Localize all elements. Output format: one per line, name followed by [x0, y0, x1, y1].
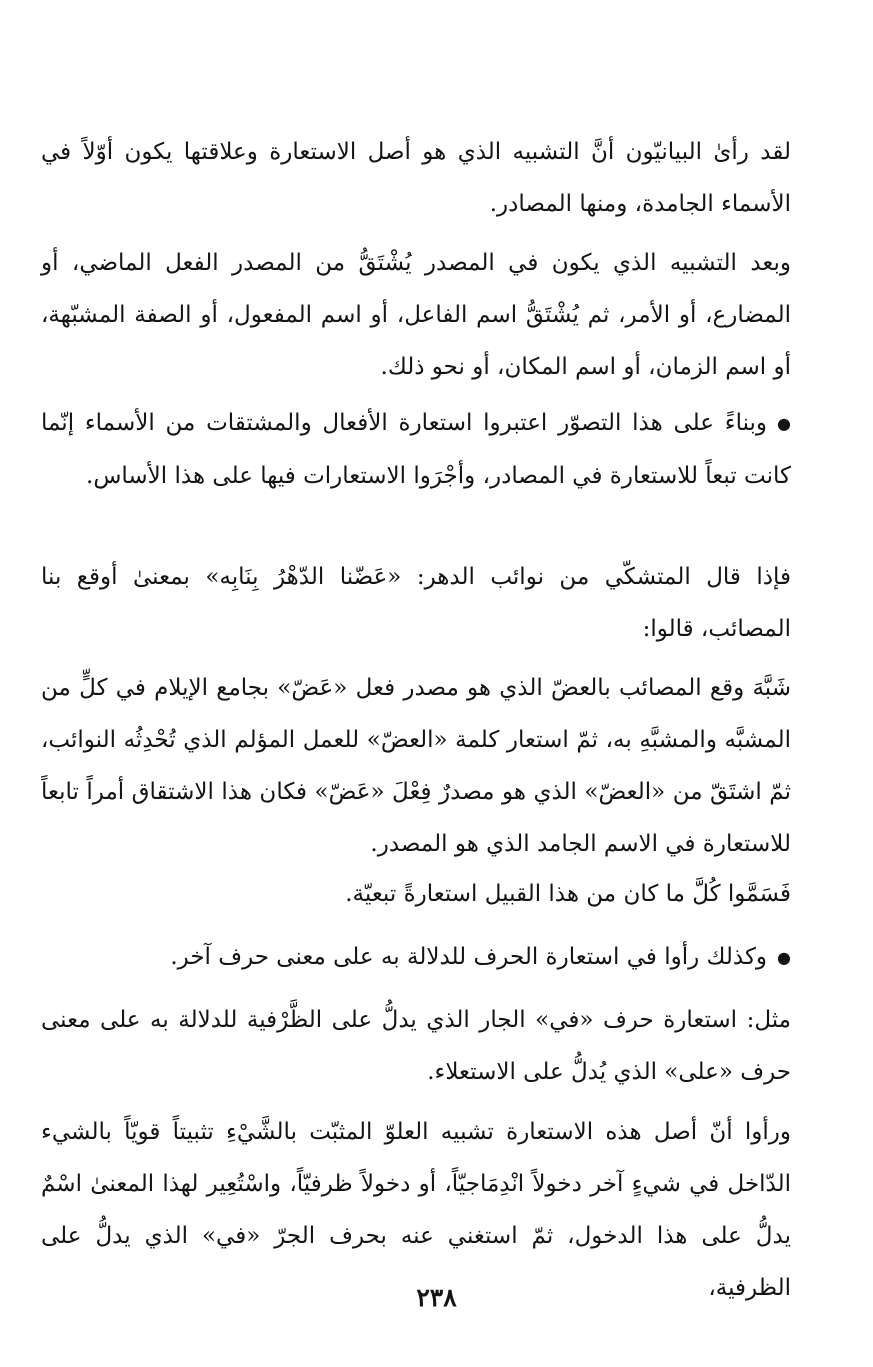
paragraph-4-text: فإذا قال المتشكّي من نوائب الدهر: «عَضّنا الدّهْرُ بِنَابِه» بمعنىٰ أوقع بنا المصائب، قالوا:: [41, 564, 791, 642]
paragraph-5: [41, 662, 791, 870]
paragraph-6-text: فَسَمَّوا كُلَّ ما كان من هذا القبيل استعارةً تبعيّة.: [345, 881, 791, 907]
bullet-icon: ●: [777, 414, 791, 433]
paragraph-8-text: مثل: استعارة حرف «في» الجار الذي يدلُّ على الظَّرْفية للدلالة به على معنى حرف «على» الذي يُدلُّ على الاستعلاء.: [41, 1007, 791, 1085]
paragraph-3: [41, 397, 791, 502]
paragraph-3-text: وبناءً على هذا التصوّر اعتبروا استعارة الأفعال والمشتقات من الأسماء إنّما كانت تبعاً للاستعارة في المصادر، وأجْرَوا الاستعارات فيها على هذا الأساس.: [41, 410, 791, 489]
paragraph-8: [41, 994, 791, 1098]
bullet-icon: ●: [777, 948, 791, 967]
paragraph-7-text: وكذلك رأوا في استعارة الحرف للدلالة به على معنى حرف آخر.: [170, 944, 768, 970]
page-number: ٢٣٨: [416, 1283, 457, 1312]
paragraph-9-text: ورأوا أنّ أصل هذه الاستعارة تشبيه العلوّ المثبّت بالشَّيْءِ تثبيتاً قويّاً بالشيء الدّاخل في شيءٍ آخر دخولاً انْدِمَاجيّاً، أو دخولاً ظرفيّاً، واسْتُعِير لهذا المعنىٰ اسْمٌ يدلُّ على هذا الدخول، ثمّ استغني عنه بحرف الجرّ «في» الذي يدلُّ على الظرفية،: [41, 1119, 791, 1301]
paragraph-6: [41, 868, 791, 920]
paragraph-1-text: لقد رأىٰ البيانيّون أنَّ التشبيه الذي هو أصل الاستعارة وعلاقتها يكون أوّلاً في الأسماء الجامدة، ومنها المصادر.: [41, 139, 791, 217]
paragraph-5-text: شَبَّهَ وقع المصائب بالعضّ الذي هو مصدر فعل «عَضّ» بجامع الإيلام في كلٍّ من المشبَّه والمشبَّهِ به، ثمّ استعار كلمة «العضّ» للعمل المؤلم الذي تُحْدِثُه النوائب، ثمّ اشتَقّ من «العضّ» الذي هو مصدرٌ فِعْلَ «عَضّ» فكان هذا الاشتقاق أمراً تابعاً للاستعارة في الاسم الجامد الذي هو المصدر.: [41, 675, 791, 857]
paragraph-2: [41, 237, 791, 393]
paragraph-1: [41, 126, 791, 230]
paragraph-7: [41, 931, 791, 984]
paragraph-2-text: وبعد التشبيه الذي يكون في المصدر يُشْتَقُّ من المصدر الفعل الماضي، أو المضارع، أو الأمر، ثم يُشْتَقُّ اسم الفاعل، أو اسم المفعول، أو الصفة المشبّهة، أو اسم الزمان، أو اسم المكان، أو نحو ذلك.: [41, 250, 791, 380]
paragraph-4: [41, 551, 791, 655]
